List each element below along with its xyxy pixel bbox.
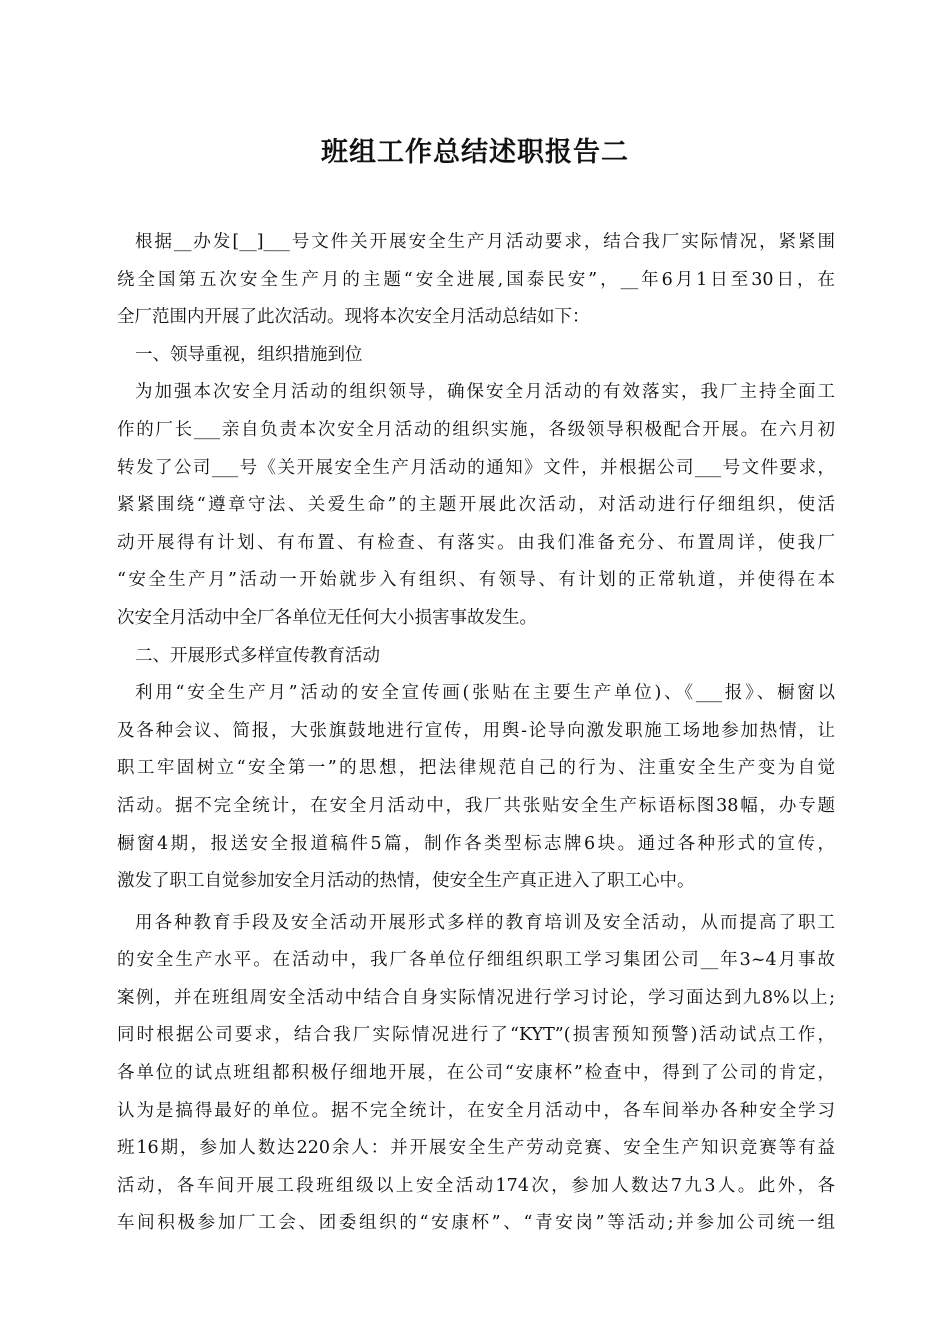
text-line: 职工牢固树立“安全第一”的思想，把法律规范自己的行为、注重安全生产变为自觉 [117,758,835,779]
text-line: 同时根据公司要求，结合我厂实际情况进行了“KYT”(损害预知预警)活动试点工作， [117,1025,835,1046]
text-line: 紧紧围绕“遵章守法、关爱生命”的主题开展此次活动，对活动进行仔细组织，使活 [117,495,835,516]
text-line: 全厂范围内开展了此次活动。现将本次安全月活动总结如下： [117,307,590,328]
text-line: 利用“安全生产月”活动的安全宣传画(张贴在主要生产单位)、《___报》、橱窗以 [135,683,835,704]
text-line: 转发了公司___号《关开展安全生产月活动的通知》文件，并根据公司___号文件要求， [117,457,835,478]
text-line: 班16期，参加人数达220余人：并开展安全生产劳动竞赛、安全生产知识竞赛等有益 [117,1138,835,1159]
text-line: 动开展得有计划、有布置、有检查、有落实。由我们准备充分、布置周详，使我厂 [117,532,835,553]
text-line: 各单位的试点班组都积极仔细地开展，在公司“安康杯”检查中，得到了公司的肯定， [117,1063,835,1084]
section-heading: 二、开展形式多样宣传教育活动 [135,645,380,666]
page-title: 班组工作总结述职报告二 [321,137,629,168]
section-heading: 一、领导重视，组织措施到位 [135,344,363,365]
text-line: 活动，各车间开展工段班组级以上安全活动174次，参加人数达7九3人。此外，各 [117,1175,835,1196]
text-line: 案例，并在班组周安全活动中结合自身实际情况进行学习讨论，学习面达到九8%以上; [117,987,835,1008]
text-line: 车间积极参加厂工会、团委组织的“安康杯”、“青安岗”等活动;并参加公司统一组 [117,1213,835,1234]
text-line: 根据__办发[__]___号文件关开展安全生产月活动要求，结合我厂实际情况，紧紧围 [135,232,835,252]
text-line: 激发了职工自觉参加安全月活动的热情，使安全生产真正进入了职工心中。 [117,871,695,892]
text-line: 橱窗4期，报送安全报道稿件5篇，制作各类型标志牌6块。通过各种形式的宣传， [117,833,835,854]
text-line: 作的厂长___亲自负责本次安全月活动的组织实施，各级领导积极配合开展。在六月初 [117,419,835,440]
text-line: “安全生产月”活动一开始就步入有组织、有领导、有计划的正常轨道，并使得在本 [117,570,835,591]
text-line: 绕全国第五次安全生产月的主题“安全进展,国泰民安”，__年6月1日至30日，在 [117,269,835,290]
text-line: 及各种会议、简报，大张旗鼓地进行宣传，用舆-论导向激发职施工场地参加热情，让 [117,720,835,741]
text-line: 用各种教育手段及安全活动开展形式多样的教育培训及安全活动，从而提高了职工 [135,912,835,933]
text-line: 认为是搞得最好的单位。据不完全统计，在安全月活动中，各车间举办各种安全学习 [117,1100,835,1121]
document-body [117,224,835,1243]
text-line: 的安全生产水平。在活动中，我厂各单位仔细组织职工学习集团公司__年3~4月事故 [117,950,835,971]
text-line: 活动。据不完全统计，在安全月活动中，我厂共张贴安全生产标语标图38幅，办专题 [117,795,835,816]
text-line: 为加强本次安全月活动的组织领导，确保安全月活动的有效落实，我厂主持全面工 [135,382,835,403]
text-line: 次安全月活动中全厂各单位无任何大小损害事故发生。 [117,607,537,628]
